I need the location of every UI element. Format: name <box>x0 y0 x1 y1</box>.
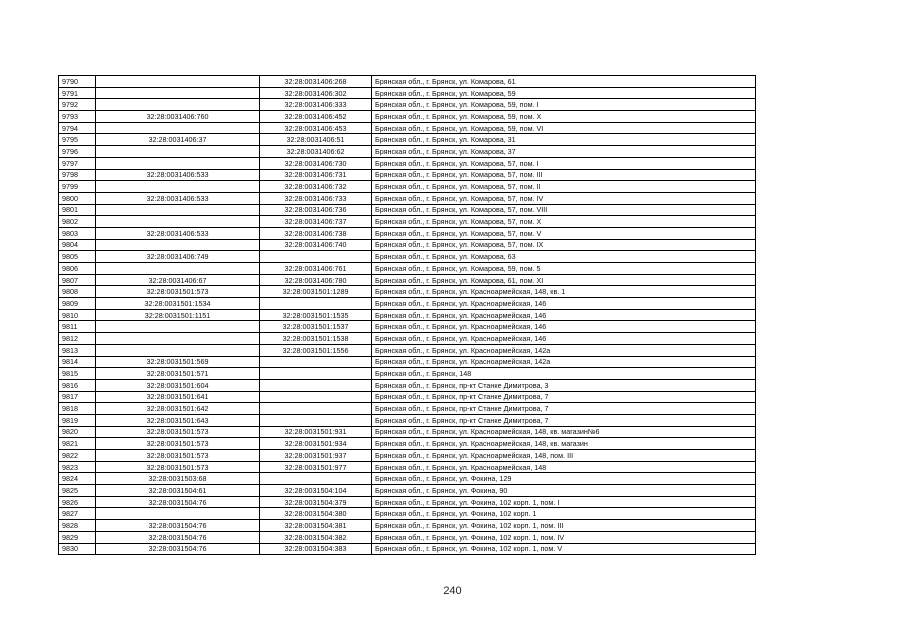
address-cell: Брянская обл., г. Брянск, ул. Красноармейская, 146 <box>372 298 756 310</box>
row-number-cell: 9812 <box>59 333 96 345</box>
table-row <box>59 321 756 333</box>
row-number-cell: 9804 <box>59 239 96 251</box>
parent-cadastral-cell: 32:28:0031504:76 <box>96 520 260 532</box>
row-number-cell: 9797 <box>59 157 96 169</box>
row-number-cell: 9793 <box>59 111 96 123</box>
address-cell: Брянская обл., г. Брянск, ул. Комарова, 57, пом. V <box>372 227 756 239</box>
address-cell: Брянская обл., г. Брянск, ул. Комарова, 57, пом. VIII <box>372 204 756 216</box>
cadastral-number-cell: 32:28:0031504:379 <box>260 496 372 508</box>
table-row <box>59 426 756 438</box>
cadastral-number-cell <box>260 251 372 263</box>
cadastral-number-cell: 32:28:0031504:382 <box>260 531 372 543</box>
table-row <box>59 403 756 415</box>
address-cell: Брянская обл., г. Брянск, ул. Комарова, 57, пом. IX <box>372 239 756 251</box>
address-cell: Брянская обл., г. Брянск, ул. Красноармейская, 148, пом. III <box>372 450 756 462</box>
row-number-cell: 9806 <box>59 263 96 275</box>
parent-cadastral-cell: 32:28:0031501:573 <box>96 286 260 298</box>
table-row <box>59 111 756 123</box>
parent-cadastral-cell: 32:28:0031501:573 <box>96 438 260 450</box>
cadastral-number-cell: 32:28:0031406:730 <box>260 157 372 169</box>
table-row <box>59 309 756 321</box>
table-row <box>59 286 756 298</box>
parent-cadastral-cell: 32:28:0031501:571 <box>96 368 260 380</box>
cadastral-number-cell: 32:28:0031504:104 <box>260 485 372 497</box>
row-number-cell: 9826 <box>59 496 96 508</box>
row-number-cell: 9801 <box>59 204 96 216</box>
address-cell: Брянская обл., г. Брянск, ул. Красноармейская, 148, кв. магазин <box>372 438 756 450</box>
table-row <box>59 181 756 193</box>
cadastral-number-cell: 32:28:0031406:733 <box>260 192 372 204</box>
row-number-cell: 9800 <box>59 192 96 204</box>
row-number-cell: 9811 <box>59 321 96 333</box>
address-cell: Брянская обл., г. Брянск, ул. Фокина, 102 корп. 1, пом. III <box>372 520 756 532</box>
parent-cadastral-cell <box>96 263 260 275</box>
parent-cadastral-cell <box>96 122 260 134</box>
parent-cadastral-cell: 32:28:0031504:61 <box>96 485 260 497</box>
address-cell: Брянская обл., г. Брянск, ул. Фокина, 102 корп. 1, пом. I <box>372 496 756 508</box>
table-row <box>59 146 756 158</box>
table-row <box>59 298 756 310</box>
cadastral-number-cell: 32:28:0031406:732 <box>260 181 372 193</box>
cadastral-number-cell: 32:28:0031501:1538 <box>260 333 372 345</box>
table-row <box>59 531 756 543</box>
row-number-cell: 9807 <box>59 274 96 286</box>
parent-cadastral-cell: 32:28:0031501:1151 <box>96 309 260 321</box>
address-cell: Брянская обл., г. Брянск, пр-кт Станке Димитрова, 7 <box>372 403 756 415</box>
parent-cadastral-cell: 32:28:0031504:76 <box>96 496 260 508</box>
parent-cadastral-cell <box>96 333 260 345</box>
cadastral-number-cell: 32:28:0031501:1289 <box>260 286 372 298</box>
table-row <box>59 239 756 251</box>
address-cell: Брянская обл., г. Брянск, ул. Красноармейская, 148, кв. 1 <box>372 286 756 298</box>
cadastral-number-cell: 32:28:0031406:452 <box>260 111 372 123</box>
table-row <box>59 169 756 181</box>
parent-cadastral-cell <box>96 157 260 169</box>
row-number-cell: 9818 <box>59 403 96 415</box>
parent-cadastral-cell: 32:28:0031406:749 <box>96 251 260 263</box>
cadastral-number-cell: 32:28:0031406:453 <box>260 122 372 134</box>
address-cell: Брянская обл., г. Брянск, ул. Комарова, 57, пом. II <box>372 181 756 193</box>
address-cell: Брянская обл., г. Брянск, ул. Фокина, 102 корп. 1 <box>372 508 756 520</box>
row-number-cell: 9830 <box>59 543 96 555</box>
cadastral-number-cell <box>260 403 372 415</box>
parent-cadastral-cell: 32:28:0031504:76 <box>96 543 260 555</box>
row-number-cell: 9817 <box>59 391 96 403</box>
table-row <box>59 263 756 275</box>
address-cell: Брянская обл., г. Брянск, ул. Комарова, 57, пом. X <box>372 216 756 228</box>
table-row <box>59 134 756 146</box>
cadastral-number-cell <box>260 473 372 485</box>
parent-cadastral-cell: 32:28:0031501:1534 <box>96 298 260 310</box>
page-number: 240 <box>443 585 462 597</box>
cadastral-number-cell: 32:28:0031406:51 <box>260 134 372 146</box>
row-number-cell: 9792 <box>59 99 96 111</box>
parent-cadastral-cell: 32:28:0031501:642 <box>96 403 260 415</box>
table-row <box>59 496 756 508</box>
address-cell: Брянская обл., г. Брянск, ул. Фокина, 129 <box>372 473 756 485</box>
cadastral-number-cell: 32:28:0031406:268 <box>260 76 372 88</box>
parent-cadastral-cell <box>96 181 260 193</box>
cadastral-number-cell <box>260 391 372 403</box>
parent-cadastral-cell: 32:28:0031503:68 <box>96 473 260 485</box>
row-number-cell: 9820 <box>59 426 96 438</box>
parent-cadastral-cell: 32:28:0031501:569 <box>96 356 260 368</box>
address-cell: Брянская обл., г. Брянск, ул. Комарова, 57, пом. IV <box>372 192 756 204</box>
table-row <box>59 391 756 403</box>
cadastral-number-cell: 32:28:0031406:731 <box>260 169 372 181</box>
parent-cadastral-cell <box>96 216 260 228</box>
table-row <box>59 274 756 286</box>
row-number-cell: 9814 <box>59 356 96 368</box>
address-cell: Брянская обл., г. Брянск, ул. Красноармейская, 148 <box>372 461 756 473</box>
table-row <box>59 461 756 473</box>
cadastral-number-cell: 32:28:0031406:333 <box>260 99 372 111</box>
cadastral-number-cell: 32:28:0031406:62 <box>260 146 372 158</box>
address-cell: Брянская обл., г. Брянск, ул. Комарова, 59, пом. I <box>372 99 756 111</box>
row-number-cell: 9790 <box>59 76 96 88</box>
table-row <box>59 192 756 204</box>
cadastral-number-cell: 32:28:0031504:383 <box>260 543 372 555</box>
cadastral-number-cell: 32:28:0031501:1556 <box>260 344 372 356</box>
row-number-cell: 9802 <box>59 216 96 228</box>
parent-cadastral-cell: 32:28:0031406:37 <box>96 134 260 146</box>
address-cell: Брянская обл., г. Брянск, ул. Фокина, 102 корп. 1, пом. IV <box>372 531 756 543</box>
cadastral-number-cell: 32:28:0031501:1537 <box>260 321 372 333</box>
address-cell: Брянская обл., г. Брянск, ул. Комарова, 59, пом. 5 <box>372 263 756 275</box>
parent-cadastral-cell <box>96 87 260 99</box>
address-cell: Брянская обл., г. Брянск, ул. Комарова, 37 <box>372 146 756 158</box>
address-cell: Брянская обл., г. Брянск, ул. Красноармейская, 146 <box>372 333 756 345</box>
table-row <box>59 356 756 368</box>
row-number-cell: 9808 <box>59 286 96 298</box>
address-cell: Брянская обл., г. Брянск, ул. Комарова, 31 <box>372 134 756 146</box>
row-number-cell: 9829 <box>59 531 96 543</box>
address-cell: Брянская обл., г. Брянск, ул. Фокина, 90 <box>372 485 756 497</box>
row-number-cell: 9795 <box>59 134 96 146</box>
row-number-cell: 9799 <box>59 181 96 193</box>
registry-table-body <box>59 76 756 555</box>
row-number-cell: 9794 <box>59 122 96 134</box>
parent-cadastral-cell: 32:28:0031501:573 <box>96 450 260 462</box>
address-cell: Брянская обл., г. Брянск, ул. Комарова, 61, пом. XI <box>372 274 756 286</box>
cadastral-number-cell <box>260 368 372 380</box>
cadastral-number-cell: 32:28:0031406:738 <box>260 227 372 239</box>
parent-cadastral-cell: 32:28:0031406:760 <box>96 111 260 123</box>
table-row <box>59 344 756 356</box>
row-number-cell: 9822 <box>59 450 96 462</box>
address-cell: Брянская обл., г. Брянск, пр-кт Станке Димитрова, 7 <box>372 391 756 403</box>
table-row <box>59 227 756 239</box>
row-number-cell: 9824 <box>59 473 96 485</box>
table-row <box>59 122 756 134</box>
row-number-cell: 9809 <box>59 298 96 310</box>
table-row <box>59 87 756 99</box>
table-row <box>59 216 756 228</box>
parent-cadastral-cell <box>96 508 260 520</box>
table-row <box>59 450 756 462</box>
parent-cadastral-cell: 32:28:0031406:67 <box>96 274 260 286</box>
parent-cadastral-cell: 32:28:0031504:76 <box>96 531 260 543</box>
parent-cadastral-cell <box>96 204 260 216</box>
parent-cadastral-cell <box>96 76 260 88</box>
row-number-cell: 9813 <box>59 344 96 356</box>
table-row <box>59 414 756 426</box>
address-cell: Брянская обл., г. Брянск, пр-кт Станке Димитрова, 3 <box>372 379 756 391</box>
table-row <box>59 204 756 216</box>
address-cell: Брянская обл., г. Брянск, ул. Красноармейская, 146 <box>372 309 756 321</box>
parent-cadastral-cell <box>96 321 260 333</box>
row-number-cell: 9821 <box>59 438 96 450</box>
address-cell: Брянская обл., г. Брянск, ул. Комарова, 59, пом. VI <box>372 122 756 134</box>
cadastral-number-cell: 32:28:0031501:934 <box>260 438 372 450</box>
row-number-cell: 9827 <box>59 508 96 520</box>
address-cell: Брянская обл., г. Брянск, 148 <box>372 368 756 380</box>
address-cell: Брянская обл., г. Брянск, ул. Комарова, 61 <box>372 76 756 88</box>
row-number-cell: 9810 <box>59 309 96 321</box>
table-row <box>59 251 756 263</box>
row-number-cell: 9796 <box>59 146 96 158</box>
cadastral-number-cell <box>260 414 372 426</box>
row-number-cell: 9823 <box>59 461 96 473</box>
table-row <box>59 543 756 555</box>
address-cell: Брянская обл., г. Брянск, ул. Комарова, 57, пом. I <box>372 157 756 169</box>
cadastral-number-cell: 32:28:0031406:302 <box>260 87 372 99</box>
cadastral-number-cell: 32:28:0031501:937 <box>260 450 372 462</box>
row-number-cell: 9805 <box>59 251 96 263</box>
parent-cadastral-cell <box>96 239 260 251</box>
address-cell: Брянская обл., г. Брянск, ул. Комарова, 57, пом. III <box>372 169 756 181</box>
parent-cadastral-cell: 32:28:0031406:533 <box>96 192 260 204</box>
table-row <box>59 520 756 532</box>
table-row <box>59 473 756 485</box>
parent-cadastral-cell <box>96 146 260 158</box>
cadastral-number-cell: 32:28:0031504:380 <box>260 508 372 520</box>
table-row <box>59 368 756 380</box>
cadastral-number-cell: 32:28:0031406:737 <box>260 216 372 228</box>
cadastral-number-cell: 32:28:0031504:381 <box>260 520 372 532</box>
cadastral-number-cell: 32:28:0031501:1535 <box>260 309 372 321</box>
row-number-cell: 9819 <box>59 414 96 426</box>
cadastral-number-cell <box>260 379 372 391</box>
cadastral-number-cell: 32:28:0031406:736 <box>260 204 372 216</box>
cadastral-number-cell <box>260 298 372 310</box>
address-cell: Брянская обл., г. Брянск, ул. Комарова, 59 <box>372 87 756 99</box>
row-number-cell: 9803 <box>59 227 96 239</box>
parent-cadastral-cell: 32:28:0031501:573 <box>96 461 260 473</box>
address-cell: Брянская обл., г. Брянск, пр-кт Станке Димитрова, 7 <box>372 414 756 426</box>
cadastral-number-cell: 32:28:0031501:931 <box>260 426 372 438</box>
property-registry-table <box>58 75 756 555</box>
table-row <box>59 438 756 450</box>
parent-cadastral-cell: 32:28:0031501:643 <box>96 414 260 426</box>
parent-cadastral-cell: 32:28:0031406:533 <box>96 227 260 239</box>
row-number-cell: 9798 <box>59 169 96 181</box>
address-cell: Брянская обл., г. Брянск, ул. Красноармейская, 142а <box>372 356 756 368</box>
row-number-cell: 9828 <box>59 520 96 532</box>
table-row <box>59 76 756 88</box>
table-row <box>59 379 756 391</box>
row-number-cell: 9816 <box>59 379 96 391</box>
parent-cadastral-cell <box>96 344 260 356</box>
cadastral-number-cell: 32:28:0031501:977 <box>260 461 372 473</box>
table-row <box>59 508 756 520</box>
cadastral-number-cell: 32:28:0031406:761 <box>260 263 372 275</box>
address-cell: Брянская обл., г. Брянск, ул. Комарова, 63 <box>372 251 756 263</box>
table-row <box>59 485 756 497</box>
cadastral-number-cell: 32:28:0031406:780 <box>260 274 372 286</box>
parent-cadastral-cell: 32:28:0031406:533 <box>96 169 260 181</box>
address-cell: Брянская обл., г. Брянск, ул. Комарова, 59, пом. X <box>372 111 756 123</box>
table-row <box>59 157 756 169</box>
address-cell: Брянская обл., г. Брянск, ул. Красноармейская, 142а <box>372 344 756 356</box>
parent-cadastral-cell: 32:28:0031501:573 <box>96 426 260 438</box>
cadastral-number-cell: 32:28:0031406:740 <box>260 239 372 251</box>
parent-cadastral-cell: 32:28:0031501:604 <box>96 379 260 391</box>
parent-cadastral-cell: 32:28:0031501:641 <box>96 391 260 403</box>
address-cell: Брянская обл., г. Брянск, ул. Красноармейская, 148, кв. магазин№6 <box>372 426 756 438</box>
address-cell: Брянская обл., г. Брянск, ул. Красноармейская, 146 <box>372 321 756 333</box>
address-cell: Брянская обл., г. Брянск, ул. Фокина, 102 корп. 1, пом. V <box>372 543 756 555</box>
row-number-cell: 9825 <box>59 485 96 497</box>
row-number-cell: 9791 <box>59 87 96 99</box>
cadastral-number-cell <box>260 356 372 368</box>
table-row <box>59 99 756 111</box>
parent-cadastral-cell <box>96 99 260 111</box>
row-number-cell: 9815 <box>59 368 96 380</box>
table-row <box>59 333 756 345</box>
